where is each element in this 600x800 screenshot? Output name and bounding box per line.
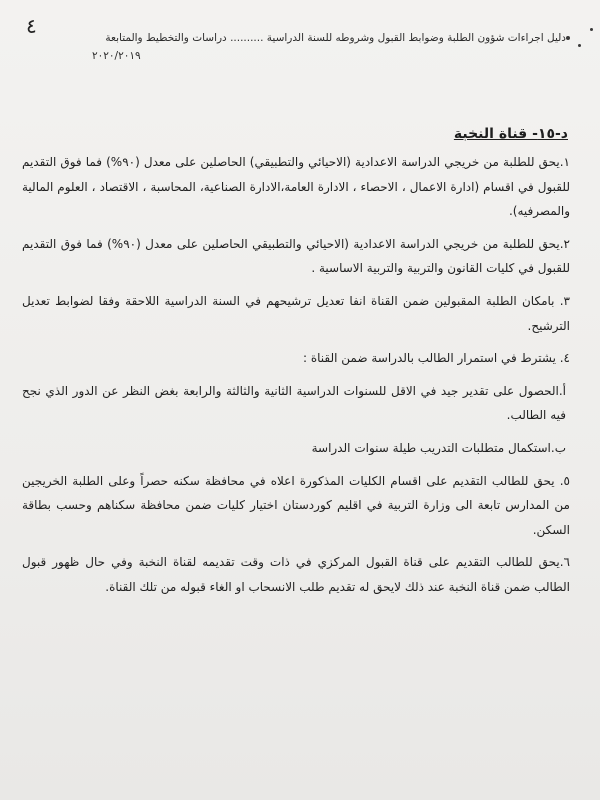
section-heading: د-١٥- قناة النخبة	[453, 126, 568, 142]
dust-mark	[578, 44, 581, 47]
paragraph-item-3: ٣. بامكان الطلبة المقبولين ضمن القناة انفا تعديل ترشيحهم في السنة الدراسية اللاحقة وفقا لضوابط تعديل الترشيح.	[22, 293, 570, 333]
paragraph-item-6: ٦.يحق للطالب التقديم على قناة القبول المركزي في ذات وقت تقديمه لقناة النخبة وفي حال ظهور قبول الطالب ضمن قناة النخبة عند ذلك لايحق له تقديم طلب الانسحاب او الغاء قبوله من تلك القناة.	[22, 555, 570, 594]
paragraph-subitem-b: ب.استكمال متطلبات التدريب طيلة سنوات الدراسة	[311, 440, 566, 455]
paragraph-item-1: ١.يحق للطلبة من خريجي الدراسة الاعدادية (الاحيائي والتطبيقي) الحاصلين على معدل (٩٠%) فما فوق التقديم للقبول في اقسام (ادارة الاعمال ، الاحصاء ، الادارة العامة،الادارة الصناعية، المحاسبة ، الاقتصاد ، العلوم المالية والمصرفيه).	[22, 155, 570, 219]
header-year: ٢٠٢٠/٢٠١٩	[92, 49, 141, 62]
paragraph-item-4: ٤. يشترط في استمرار الطالب بالدراسة ضمن القناة :	[302, 351, 570, 366]
page-header	[40, 30, 566, 66]
paragraph-item-5: ٥. يحق للطالب التقديم على اقسام الكليات المذكورة اعلاه في محافظة سكنه حصراً وعلى الطلبة الخريجين من المدارس تابعة الى وزارة التربية في اقليم كوردستان اختيار كليات ضمن محافظة سكناهم وحسب بطاقة السكن.	[22, 473, 570, 537]
document-body	[22, 150, 570, 608]
paragraph-item-2: ٢.يحق للطلبة من خريجي الدراسة الاعدادية (الاحيائي والتطبيقي الحاصلين على معدل (٩٠%) فما فوق التقديم للقبول في كليات القانون والتربية والتربية الاساسية .	[22, 236, 570, 276]
paragraph-subitem-a: أ.الحصول على تقدير جيد في الاقل للسنوات الدراسية الثانية والثالثة والرابعة بغض النظر عن الدور الذي نجح فيه الطالب.	[22, 383, 566, 423]
dust-mark	[566, 36, 570, 40]
dust-mark	[590, 28, 593, 31]
header-title: دليل اجراءات شؤون الطلبة وضوابط القبول وشروطه للسنة الدراسية .......... دراسات والتخطيط والمتابعة	[105, 32, 566, 44]
page-number: ٤	[26, 14, 37, 38]
